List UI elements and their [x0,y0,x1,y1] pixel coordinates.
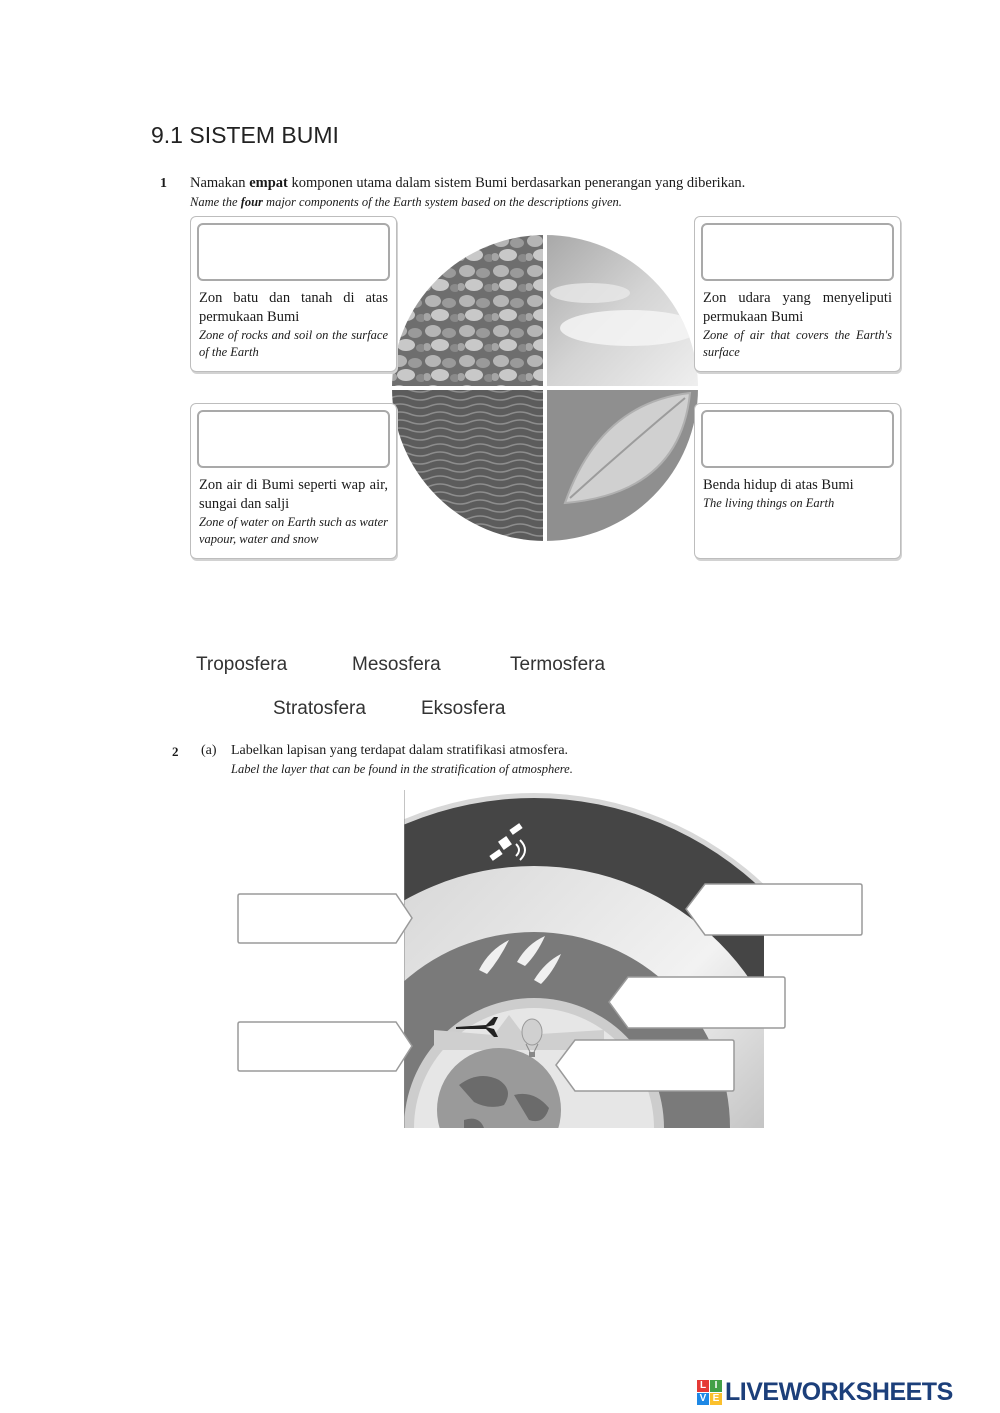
prompt-ms-bold: empat [249,175,288,191]
card-desc-ms: Zon udara yang menyeliputi permukaan Bumi [703,290,892,325]
question-1-prompt-en [190,195,622,210]
label-text-left-upper[interactable] [246,903,386,933]
prompt-ms-text: Namakan [190,175,250,191]
logo-letter: V [697,1393,709,1405]
component-card-geosphere [190,216,397,372]
geosphere-image [390,233,543,386]
prompt-en-text: Name the [190,195,241,209]
logo-letter: L [697,1380,709,1392]
label-text-right-bottom[interactable] [582,1050,722,1080]
label-text-right-top[interactable] [712,894,852,924]
card-desc-ms: Zon air di Bumi seperti wap air, sungai dan salji [199,477,388,512]
card-desc-en: Zone of air that covers the Earth's surface [703,328,892,359]
word-bank-stratosfera[interactable]: Stratosfera [273,698,366,719]
word-bank-termosfera[interactable]: Termosfera [510,654,606,675]
logo-letter: E [710,1393,722,1405]
label-text-left-lower[interactable] [246,1031,386,1061]
question-2-prompt-en: Label the layer that can be found in the stratification of atmosphere. [231,762,573,776]
logo-letter: I [710,1380,722,1392]
card-desc-en: Zone of water on Earth such as water vapour, water and snow [199,515,388,546]
answer-box-atmosphere[interactable] [701,223,894,281]
brand-name: LIVEWORKSHEETS [725,1378,953,1406]
answer-box-biosphere[interactable] [701,410,894,468]
word-bank-troposfera[interactable]: Troposfera [196,654,288,675]
earth-system-circle [390,233,700,543]
prompt-en-text: major components of the Earth system based on the descriptions given. [262,195,622,209]
word-bank-eksosfera[interactable]: Eksosfera [421,698,506,719]
section-title: 9.1 SISTEM BUMI [151,122,339,148]
prompt-en-bold: four [240,195,263,209]
word-bank-mesosfera[interactable]: Mesosfera [352,654,441,675]
prompt-ms-text: komponen utama dalam sistem Bumi berdasarkan penerangan yang diberikan. [287,175,746,191]
answer-box-hydrosphere[interactable] [197,410,390,468]
answer-box-geosphere[interactable] [197,223,390,281]
hydrosphere-image [390,390,543,543]
component-card-hydrosphere [190,403,397,559]
label-text-right-middle[interactable] [635,987,775,1017]
question-2-number: 2 [172,744,179,759]
logo-mark-icon [697,1380,722,1405]
question-2-part: (a) [201,743,217,758]
question-2-prompt-ms: Labelkan lapisan yang terdapat dalam stratifikasi atmosfera. [231,743,569,758]
question-1-prompt-ms [190,175,745,192]
component-card-biosphere [694,403,901,559]
card-desc-ms: Zon batu dan tanah di atas permukaan Bumi [199,290,388,325]
card-desc-en: The living things on Earth [703,496,835,510]
card-desc-ms: Benda hidup di atas Bumi [703,477,854,493]
liveworksheets-logo[interactable] [697,1378,953,1407]
question-1-number: 1 [160,176,167,191]
component-card-atmosphere [694,216,901,372]
atmosphere-image [547,233,700,386]
card-desc-en: Zone of rocks and soil on the surface of the Earth [199,328,388,359]
